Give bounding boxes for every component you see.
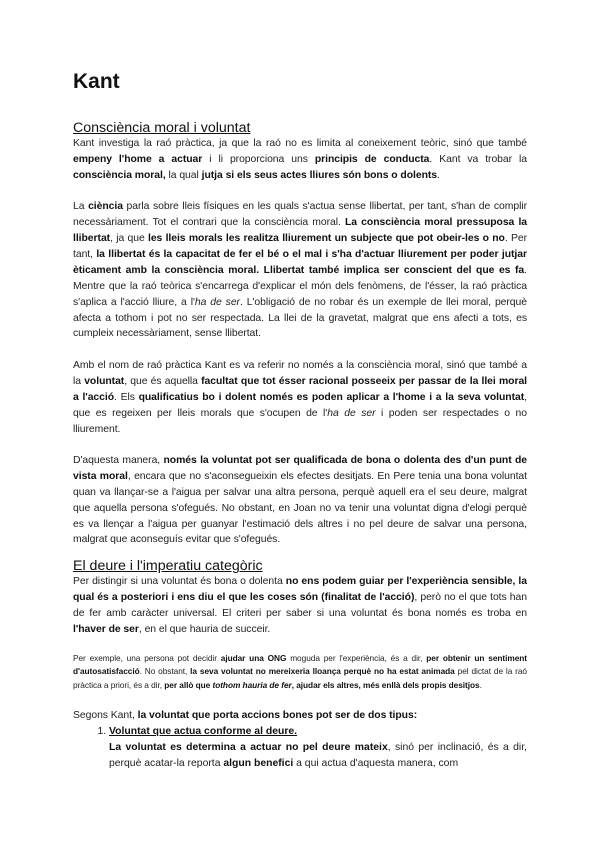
paragraph-criteria: Per distingir si una voluntat és bona o dolenta no ens podem guiar per l'experiència sensible, la qual és a posteriori i ens diu el que les coses són (finalitat de l'acció), però no el que tots han de fer amb caràcter universal. El criteri per saber si una voluntat és bona només es troba en l'haver de ser, en el que hauria de succeir.: [73, 576, 527, 636]
paragraph-practical-reason: Kant investiga la raó pràctica, ja que la raó no es limita al coneixement teòric, sinó que també empeny l'home a actuar i li proporciona uns principis de conducta. Kant va trobar la consciència moral, la qual jutja si els seus actes lliures són bons o dolents.: [73, 138, 528, 181]
section-heading-conscience: Consciència moral i voluntat: [73, 120, 251, 136]
section-heading-duty: El deure i l'imperatiu categòric: [73, 558, 263, 575]
paragraph-two-types: Segons Kant, la voluntat que porta accions bones pot ser de dos tipus:: [73, 709, 418, 721]
page-title: Kant: [73, 70, 120, 93]
paragraph-good-will: D'aquesta manera, només la voluntat pot ser qualificada de bona o dolenta des d'un punt de vista moral, encara que no s'aconsegueixin els efectes desitjats. En Pere tenia una bona voluntat quan va llançar-se a l'aigua per salvar una altra persona, perquè aquell era el seu deure, malgrat que aquella persona s'ofegués. No obstant, en Joan no va tenir una voluntat digna d'elogi perquè es va llençar a l'aigua per guanyar l'estimació dels altres i no pel deure de salvar una persona, malgrat que aconseguís evitar que s'ofegués.: [73, 454, 527, 546]
list-item: 1. Voluntat que actua conforme al deure. La voluntat es determina a actuar no pel deure mateix, sinó per inclinació, és a dir, perquè acatar-la reporta algun benefici a qui actua d'aquesta manera, com: [109, 724, 527, 772]
paragraph-example-ngo: Per exemple, una persona pot decidir ajudar una ONG moguda per l'experiència, és a dir, per obtenir un sentiment d'autosatisfacció. No obstant, la seva voluntat no mereixeria lloança perquè no ha estat animada pel dictat de la raó pràctica a priori, és a dir, per allò que tothom hauria de fer, ajudar els altres, més enllà dels propis desitjos.: [73, 652, 528, 690]
paragraph-science-freedom: La ciència parla sobre lleis físiques en les quals s'actua sense llibertat, per tant, s'han de complir necessàriament. Tot el contrari que la consciència moral. La consciència moral pressuposa la llibertat, ja que les lleis morals les realitza lliurement un subjecte que pot obeir-les o no. Per tant, la llibertat és la capacitat de fer el bé o el mal i s'ha d'actuar lliurement per poder jutjar èticament amb la consciència moral. Llibertat també implica ser conscient del que es fa. Mentre que la raó teòrica s'encarrega d'explicar el món dels fenòmens, de l'ésser, la raó pràctica s'aplica a l'acció lliure, a l'ha de ser. L'obligació de no robar és un exemple de llei moral, perquè afecta a tothom i pot no ser respectada. La llei de la gravetat, malgrat que ens afecti a tots, es cumpleix necessàriament, sense llibertat.: [73, 201, 528, 340]
will-types-list: [73, 724, 527, 772]
paragraph-will: Amb el nom de raó pràctica Kant es va referir no només a la consciència moral, sinó que també a la voluntat, que és aquella facultat que tot ésser racional posseeix per passar de la llei moral a l'acció. Els qualificatius bo i dolent només es poden aplicar a l'home i a la seva voluntat, que es regeixen per lleis morals que s'ocupen de l'ha de ser i poden ser respectades o no lliurement.: [73, 359, 528, 435]
